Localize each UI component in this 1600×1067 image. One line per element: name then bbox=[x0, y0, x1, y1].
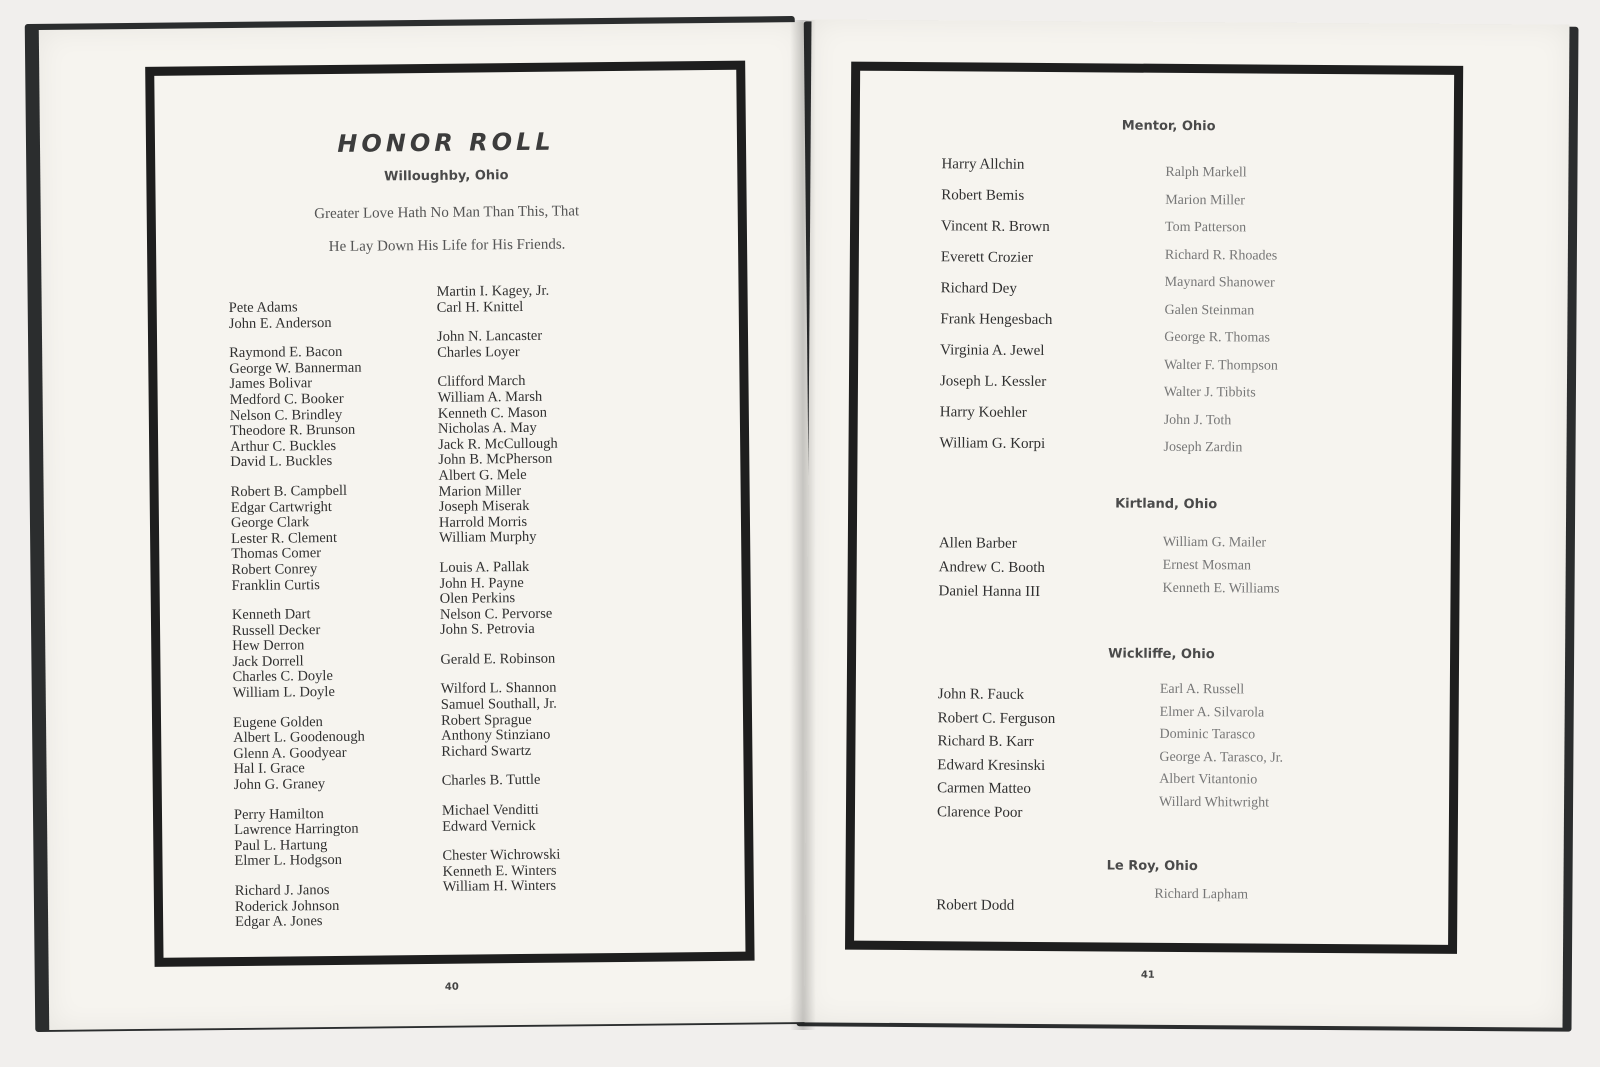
page-number: 40 bbox=[444, 981, 459, 993]
honor-name: Albert L. Goodenough bbox=[233, 728, 365, 747]
honor-name: Robert Bemis bbox=[941, 187, 1025, 204]
honor-name: Jack R. McCullough bbox=[438, 435, 558, 453]
honor-name: Gerald E. Robinson bbox=[440, 650, 556, 668]
honor-name: Louis A. Pallak bbox=[439, 558, 530, 576]
honor-name: Maynard Shanower bbox=[1164, 274, 1275, 291]
town-heading: Willoughby, Ohio bbox=[384, 168, 509, 185]
honor-name: Ralph Markell bbox=[1165, 164, 1247, 181]
honor-name: Edgar A. Jones bbox=[235, 913, 323, 931]
honor-name: David L. Buckles bbox=[230, 453, 333, 471]
kirtland-names-right bbox=[1162, 531, 1279, 601]
honor-name: John J. Toth bbox=[1163, 412, 1232, 428]
page-border-frame bbox=[845, 62, 1463, 954]
honor-name: Richard J. Janos bbox=[234, 882, 330, 900]
leroy-names-left bbox=[936, 897, 1014, 915]
honor-name: Nelson C. Brindley bbox=[229, 406, 343, 424]
honor-name: Robert B. Campbell bbox=[230, 482, 348, 500]
honor-name: Thomas Comer bbox=[231, 545, 322, 563]
page-number: 41 bbox=[1140, 969, 1155, 981]
honor-name: James Bolivar bbox=[229, 375, 313, 393]
honor-name: Paul L. Hartung bbox=[234, 836, 328, 854]
honor-name: John R. Fauck bbox=[937, 686, 1025, 703]
honor-name: Galen Steinman bbox=[1164, 302, 1255, 318]
honor-name: Richard Swartz bbox=[441, 742, 532, 760]
page-title: HONOR ROLL bbox=[337, 127, 555, 158]
book-gutter bbox=[790, 20, 816, 1030]
honor-name: Carl H. Knittel bbox=[436, 298, 524, 316]
honor-name: Albert Vitantonio bbox=[1159, 771, 1258, 788]
honor-name: Albert G. Mele bbox=[438, 466, 527, 484]
honor-name: Richard R. Rhoades bbox=[1164, 247, 1278, 264]
honor-name: Franklin Curtis bbox=[231, 576, 320, 594]
honor-name: Edward Kresinski bbox=[937, 756, 1046, 774]
honor-name: John S. Petrovia bbox=[440, 621, 535, 639]
honor-name: Perry Hamilton bbox=[233, 805, 324, 823]
honor-name: George A. Tarasco, Jr. bbox=[1159, 749, 1284, 766]
mentor-names-left bbox=[939, 149, 1053, 460]
honor-name: Frank Hengesbach bbox=[940, 311, 1053, 329]
honor-name: William G. Mailer bbox=[1162, 534, 1267, 551]
honor-name: Charles C. Doyle bbox=[232, 668, 333, 686]
name-group bbox=[437, 329, 557, 361]
honor-name: Edward Vernick bbox=[442, 817, 536, 835]
name-group bbox=[229, 345, 363, 471]
honor-name: Richard Dey bbox=[940, 280, 1017, 297]
honor-name: John G. Graney bbox=[233, 776, 326, 794]
honor-name: Raymond E. Bacon bbox=[229, 344, 343, 362]
page-border-frame bbox=[145, 61, 754, 967]
honor-name: Wilford L. Shannon bbox=[440, 680, 557, 698]
honor-name: John B. McPherson bbox=[438, 451, 553, 469]
name-group bbox=[235, 883, 368, 931]
name-group bbox=[442, 773, 562, 790]
honor-name: Kenneth Dart bbox=[231, 606, 311, 624]
honor-name: Glenn A. Goodyear bbox=[233, 744, 347, 762]
honor-name: Richard Lapham bbox=[1154, 886, 1249, 903]
quote-line-1: Greater Love Hath No Man Than This, That bbox=[314, 203, 580, 223]
honor-name: Everett Crozier bbox=[940, 249, 1033, 266]
honor-name: Elmer A. Silvarola bbox=[1159, 704, 1265, 721]
name-group bbox=[442, 848, 562, 896]
honor-name: Robert Conrey bbox=[231, 561, 318, 578]
names-column-1 bbox=[229, 300, 368, 945]
honor-name: Kenneth E. Winters bbox=[442, 862, 557, 880]
honor-name: Allen Barber bbox=[938, 535, 1017, 552]
honor-name: Robert Sprague bbox=[440, 711, 532, 729]
honor-name: Willard Whitwright bbox=[1159, 794, 1270, 811]
honor-name: Marion Miller bbox=[1165, 192, 1246, 208]
honor-name: Kenneth E. Williams bbox=[1162, 580, 1280, 597]
honor-name: Michael Venditti bbox=[441, 801, 539, 819]
town-heading-mentor: Mentor, Ohio bbox=[1121, 118, 1216, 135]
honor-name: Eugene Golden bbox=[232, 713, 323, 731]
town-heading-wickliffe: Wickliffe, Ohio bbox=[1108, 646, 1215, 663]
honor-name: Richard B. Karr bbox=[937, 733, 1034, 750]
honor-name: William Murphy bbox=[439, 529, 537, 547]
name-group bbox=[437, 374, 558, 547]
honor-name: Martin I. Kagey, Jr. bbox=[436, 282, 550, 300]
honor-name: Harry Allchin bbox=[941, 156, 1025, 173]
honor-name: Walter J. Tibbits bbox=[1163, 384, 1256, 401]
honor-name: Tom Patterson bbox=[1165, 219, 1247, 236]
honor-name: Nicholas A. May bbox=[437, 419, 537, 438]
honor-name: Jack Dorrell bbox=[232, 653, 304, 670]
honor-name: Clifford March bbox=[437, 373, 526, 391]
honor-name: Andrew C. Booth bbox=[938, 559, 1045, 577]
honor-name: Charles B. Tuttle bbox=[441, 772, 541, 790]
honor-name: Walter F. Thompson bbox=[1164, 357, 1278, 374]
wickliffe-names-left bbox=[937, 683, 1056, 825]
honor-name: Joseph Miserak bbox=[438, 498, 530, 515]
honor-name: George Clark bbox=[230, 514, 310, 532]
honor-name: Roderick Johnson bbox=[234, 897, 340, 915]
honor-name: Harry Koehler bbox=[939, 404, 1027, 421]
page-right bbox=[805, 19, 1570, 1027]
honor-name: Theodore R. Brunson bbox=[229, 421, 356, 440]
kirtland-names-left bbox=[938, 531, 1045, 604]
honor-name: Samuel Southall, Jr. bbox=[440, 695, 557, 713]
name-group bbox=[440, 651, 560, 668]
honor-name: John H. Payne bbox=[439, 574, 524, 592]
honor-name: Arthur C. Buckles bbox=[230, 437, 337, 455]
honor-name: Anthony Stinziano bbox=[441, 726, 551, 745]
honor-name: Lester R. Clement bbox=[231, 529, 338, 547]
honor-name: John E. Anderson bbox=[228, 314, 332, 332]
honor-name: George R. Thomas bbox=[1164, 329, 1270, 346]
honor-name: Ernest Mosman bbox=[1162, 557, 1252, 574]
honor-name: Olen Perkins bbox=[439, 590, 516, 607]
honor-name: Joseph L. Kessler bbox=[939, 373, 1047, 391]
honor-name: Hal I. Grace bbox=[233, 760, 305, 778]
honor-name: William G. Korpi bbox=[939, 435, 1046, 453]
honor-name: George W. Bannerman bbox=[229, 359, 362, 377]
name-group bbox=[436, 284, 556, 316]
quote-line-2: He Lay Down His Life for His Friends. bbox=[328, 236, 566, 256]
honor-name: Nelson C. Pervorse bbox=[439, 605, 553, 623]
honor-name: William H. Winters bbox=[442, 878, 557, 896]
honor-name: Marion Miller bbox=[438, 482, 522, 500]
honor-name: Hew Derron bbox=[232, 637, 305, 655]
town-heading-leroy: Le Roy, Ohio bbox=[1106, 858, 1198, 875]
honor-name: Edgar Cartwright bbox=[230, 498, 332, 516]
honor-name: Dominic Tarasco bbox=[1159, 726, 1256, 743]
name-group bbox=[439, 560, 559, 639]
honor-name: Carmen Matteo bbox=[937, 780, 1031, 797]
name-group bbox=[229, 300, 362, 333]
honor-name: Earl A. Russell bbox=[1159, 681, 1245, 698]
honor-name: Pete Adams bbox=[228, 299, 298, 317]
honor-name: Vincent R. Brown bbox=[941, 218, 1050, 236]
honor-name: Chester Wichrowski bbox=[442, 846, 561, 865]
name-group bbox=[233, 714, 366, 793]
leroy-names-right bbox=[1154, 887, 1248, 904]
honor-name: Joseph Zardin bbox=[1163, 439, 1243, 456]
mentor-names-right bbox=[1163, 159, 1279, 462]
name-group bbox=[234, 806, 367, 870]
name-group bbox=[442, 803, 562, 835]
name-group bbox=[231, 484, 364, 595]
honor-name: Clarence Poor bbox=[936, 803, 1023, 821]
name-group bbox=[441, 681, 561, 760]
honor-name: Harrold Morris bbox=[438, 513, 528, 531]
honor-name: William A. Marsh bbox=[437, 388, 543, 406]
honor-name: Robert C. Ferguson bbox=[937, 709, 1056, 727]
wickliffe-names-right bbox=[1159, 679, 1284, 815]
honor-name: Lawrence Harrington bbox=[234, 820, 359, 839]
honor-name: Russell Decker bbox=[232, 621, 321, 639]
names-column-2 bbox=[436, 284, 562, 910]
honor-name: Kenneth C. Mason bbox=[437, 404, 548, 422]
honor-name: Elmer L. Hodgson bbox=[234, 852, 343, 870]
honor-name: Virginia A. Jewel bbox=[940, 342, 1045, 360]
honor-name: Robert Dodd bbox=[936, 897, 1015, 914]
honor-name: John N. Lancaster bbox=[436, 327, 543, 346]
honor-name: Daniel Hanna III bbox=[938, 583, 1041, 600]
honor-name: Medford C. Booker bbox=[229, 390, 344, 409]
honor-name: Charles Loyer bbox=[437, 343, 520, 361]
page-left bbox=[39, 22, 814, 1030]
town-heading-kirtland: Kirtland, Ohio bbox=[1115, 496, 1218, 513]
honor-name: William L. Doyle bbox=[232, 684, 335, 702]
name-group bbox=[232, 607, 365, 702]
